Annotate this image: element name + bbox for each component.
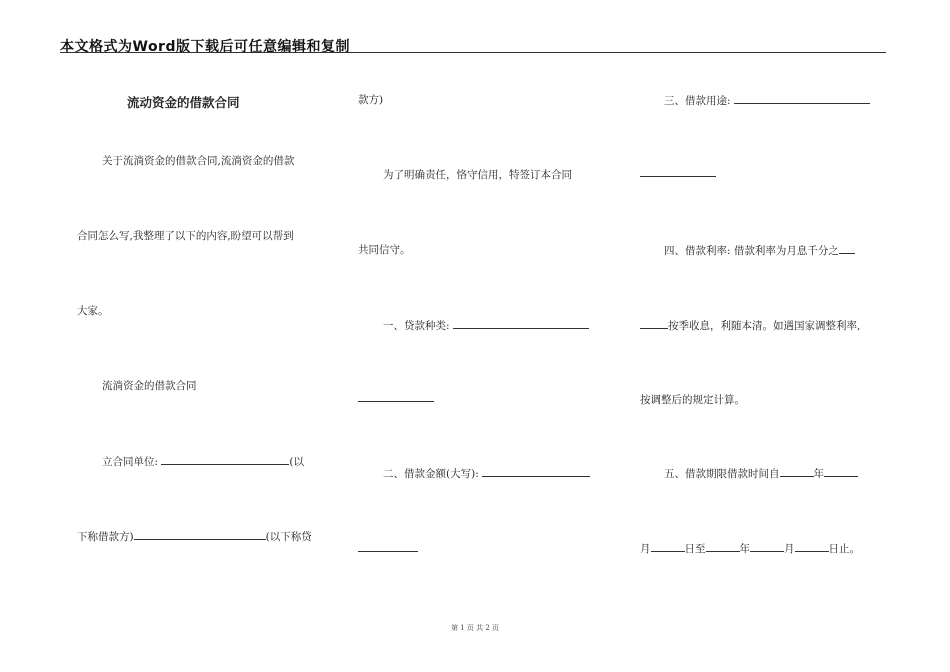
item-3-label: 三、借款用途: [664, 95, 731, 107]
item-2-label: 二、借款金额(大写): [383, 468, 479, 480]
intro-line-2: 合同怎么写,我整理了以下的内容,盼望可以帮到 [77, 230, 294, 242]
amount-blank-2 [358, 541, 418, 552]
header-divider [60, 52, 886, 53]
item-4-text-2: 按季收息，利随本清。如遇国家调整利率, [668, 320, 861, 332]
item-4-text-1: 四、借款利率: 借款利率为月息千分之 [664, 245, 839, 257]
party-blank [161, 454, 289, 465]
end-year-blank [706, 541, 740, 552]
item-4-line-1 [664, 243, 855, 258]
start-month-blank [824, 466, 858, 477]
item-5-line-1 [664, 466, 858, 481]
party-line [102, 454, 304, 469]
start-year-blank [780, 466, 814, 477]
purpose-blank [734, 93, 870, 104]
borrower-prefix: 下称借款方) [77, 531, 134, 543]
loan-type-blank-2 [358, 391, 434, 402]
intro-line-3: 大家。 [77, 305, 109, 317]
party-suffix: (以 [289, 456, 304, 468]
amount-blank [482, 466, 590, 477]
end-month-blank [750, 541, 784, 552]
lender-end: 款方) [358, 94, 384, 106]
month-char: 月 [640, 543, 651, 555]
lender-suffix: (以下称贷 [265, 531, 312, 543]
year-char: 年 [813, 468, 824, 480]
purpose-line-2: 共同信守。 [358, 244, 411, 256]
item-2-line [383, 466, 590, 481]
party-label: 立合同单位: [102, 456, 159, 468]
purpose-line-1: 为了明确责任，恪守信用，特签订本合同 [383, 169, 572, 181]
end-day-blank [795, 541, 829, 552]
item-5-prefix: 五、借款期限借款时间自 [664, 468, 780, 480]
item-4-text-3: 按调整后的规定计算。 [640, 394, 745, 406]
contract-subtitle: 流淌资金的借款合同 [102, 380, 197, 392]
loan-type-blank-cont [358, 391, 434, 406]
loan-type-blank [453, 318, 589, 329]
purpose-blank-cont [640, 166, 716, 181]
purpose-blank-2 [640, 166, 716, 177]
item-4-line-2 [640, 318, 860, 333]
amount-blank-cont [358, 541, 418, 556]
borrower-line [77, 529, 312, 544]
document-title: 流动资金的借款合同 [127, 95, 240, 110]
item-5-line-2 [640, 541, 860, 556]
end-text: 日止。 [828, 543, 860, 555]
rate-blank-2 [640, 318, 668, 329]
start-day-blank [651, 541, 685, 552]
intro-line-1: 关于流淌资金的借款合同,流淌资金的借款 [102, 155, 295, 167]
item-3-line [664, 93, 870, 108]
page-number: 第 1 页 共 2 页 [450, 624, 500, 632]
item-1-label: 一、贷款种类: [383, 320, 450, 332]
document-header: 本文格式为Word版下载后可任意编辑和复制 [60, 39, 350, 55]
month-char-2: 月 [784, 543, 795, 555]
lender-blank [134, 529, 266, 540]
item-1-line [383, 318, 589, 333]
rate-blank [839, 243, 855, 254]
day-to-text: 日至 [684, 543, 706, 555]
year-char-2: 年 [739, 543, 750, 555]
